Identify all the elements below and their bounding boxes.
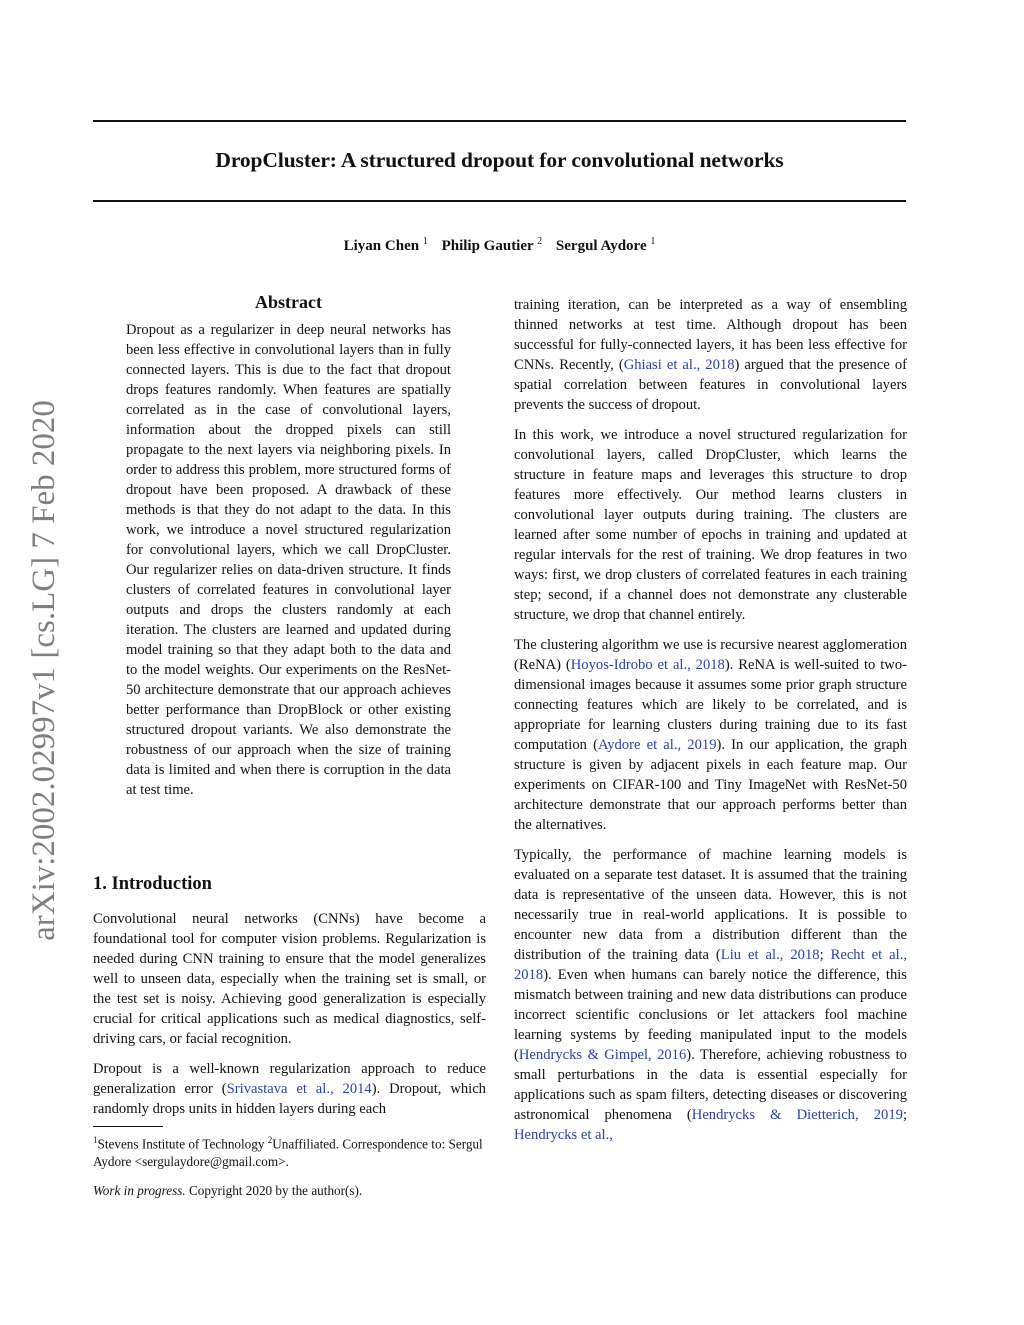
footnote-rule	[93, 1126, 163, 1127]
author: Philip Gautier $^2$	[441, 236, 543, 254]
author: Sergul Aydore $^1$	[555, 236, 656, 254]
abstract-text: Dropout as a regularizer in deep neural networks has been less effective in convolutional layers than in fully connected layers. This is due to the fact that dropout drops features randomly. When features are spatially correlated as in the case of convolutional layers, information about the dropped pixels can still propagate to the next layers via neighboring pixels. In order to address this problem, more structured forms of dropout have been proposed. A drawback of these methods is that they do not adapt to the data. In this work, we introduce a novel structured regularization for convolutional layers, which we call DropCluster. Our regularizer relies on data-driven structure. It finds clusters of correlated features in convolutional layer outputs and drops the clusters randomly at each iteration. The clusters are learned and updated during model training so that they adapt both to the data and to the model weights. Our experiments on the ResNet-50 architecture demonstrate that our approach achieves better performance than DropBlock or other existing structured dropout variants. We also demonstrate the robustness of our approach when the size of training data is limited and when there is corruption in the data at test time.	[126, 322, 451, 798]
intro-paragraph: Convolutional neural networks (CNNs) have become a foundational tool for computer vision problems. Regularization is needed during CNN training to ensure that the model generalizes well to unseen data, especially when the training set is small, or the test set is noisy. Achieving good generalization is especially crucial for critical applications such as medical diagnostics, self-driving cars, or facial recognition.	[93, 911, 486, 1047]
citation-link[interactable]: Hoyos-Idrobo et al., 2018	[570, 657, 725, 673]
citation-link[interactable]: Srivastava et al., 2014	[226, 1081, 372, 1097]
citation-link[interactable]: Aydore et al., 2019	[598, 737, 717, 753]
intro-paragraph: In this work, we introduce a novel structured regularization for convolutional layers, called DropCluster, which learns the structure in feature maps and leverages this structure to drop features more effectively. Our method learns clusters in convolutional layer outputs during training. The clusters are learned after some number of epochs in training and updated at regular intervals for the rest of training. We drop features in two ways: first, we drop clusters of correlated features in each training step; second, if a channel does not demonstrate any clusterable structure, we drop that channel entirely.	[514, 427, 907, 623]
right-column-body	[514, 295, 907, 1155]
arxiv-sidebar	[4, 399, 84, 941]
citation-link[interactable]: Hendrycks & Dietterich, 2019	[691, 1107, 903, 1123]
intro-paragraph: Dropout is a well-known regularization approach to reduce generalization error (Srivastava et al., 2014). Dropout, which randomly drops units in hidden layers during each	[93, 1061, 486, 1117]
citation-link[interactable]: Liu et al., 2018	[720, 947, 820, 963]
citation-link[interactable]: Hendrycks & Gimpel, 2016	[518, 1047, 687, 1063]
author: Liyan Chen $^1$	[343, 236, 428, 254]
paper-title: DropCluster: A structured dropout for convolutional networks	[215, 148, 784, 172]
citation-link[interactable]: Hendrycks et al.,	[514, 1127, 613, 1143]
citation-link[interactable]: Recht et al., 2018	[514, 947, 907, 983]
introduction-heading: 1. Introduction	[93, 874, 212, 894]
citation-link[interactable]: Ghiasi et al., 2018	[623, 357, 735, 373]
intro-paragraph: training iteration, can be interpreted as a way of ensembling thinned networks at test time. Although dropout has been successful for fully-connected layers, it has been less effective for CNNs. Recently, (Ghiasi et al., 2018) argued that the presence of spatial correlation between features in convolutional layers prevents the success of dropout.	[514, 297, 907, 413]
title-top-rule	[93, 120, 906, 122]
affiliation-footnote: $^1$Stevens Institute of Technology $^2$Unaffiliated. Correspondence to: Sergul Aydore <sergulaydore@gmail.com>.	[93, 1135, 483, 1170]
intro-paragraph: The clustering algorithm we use is recursive nearest agglomeration (ReNA) (Hoyos-Idrobo et al., 2018). ReNA is well-suited to two-dimensional images because it assumes some prior graph structure connecting features which are likely to be correlated, and is appropriate for learning clusters during training due to its fast computation (Aydore et al., 2019). In our application, the graph structure is given by adjacent pixels in each feature map. Our experiments on CIFAR-100 and Tiny ImageNet with ResNet-50 architecture demonstrate that our approach performs better than the alternatives.	[514, 637, 908, 833]
title-bottom-rule	[93, 200, 906, 202]
author-list	[93, 236, 906, 255]
work-in-progress-note: Work in progress. Copyright 2020 by the author(s).	[93, 1183, 363, 1198]
left-column-body	[93, 909, 486, 1129]
abstract-heading: Abstract	[255, 292, 322, 312]
intro-paragraph: Typically, the performance of machine learning models is evaluated on a separate test dataset. It is assumed that the training data is representative of the unseen data. However, this is not necessarily true in real-world applications. It is possible to encounter new data from a distribution different than the distribution of the training data (Liu et al., 2018; Recht et al., 2018). Even when humans can barely notice the difference, this mismatch between training and new data distributions can produce incorrect scientific conclusions or let attackers fool machine learning systems by feeding manipulated input to the models (Hendrycks & Gimpel, 2016). Therefore, achieving robustness to small perturbations in the data is essential especially for applications such as spam filters, detecting diseases or discovering astronomical phenomena (Hendrycks & Dietterich, 2019; Hendrycks et al.,	[514, 847, 907, 1143]
arxiv-identifier: arXiv:2002.02997v1 [cs.LG] 7 Feb 2020	[25, 399, 62, 941]
